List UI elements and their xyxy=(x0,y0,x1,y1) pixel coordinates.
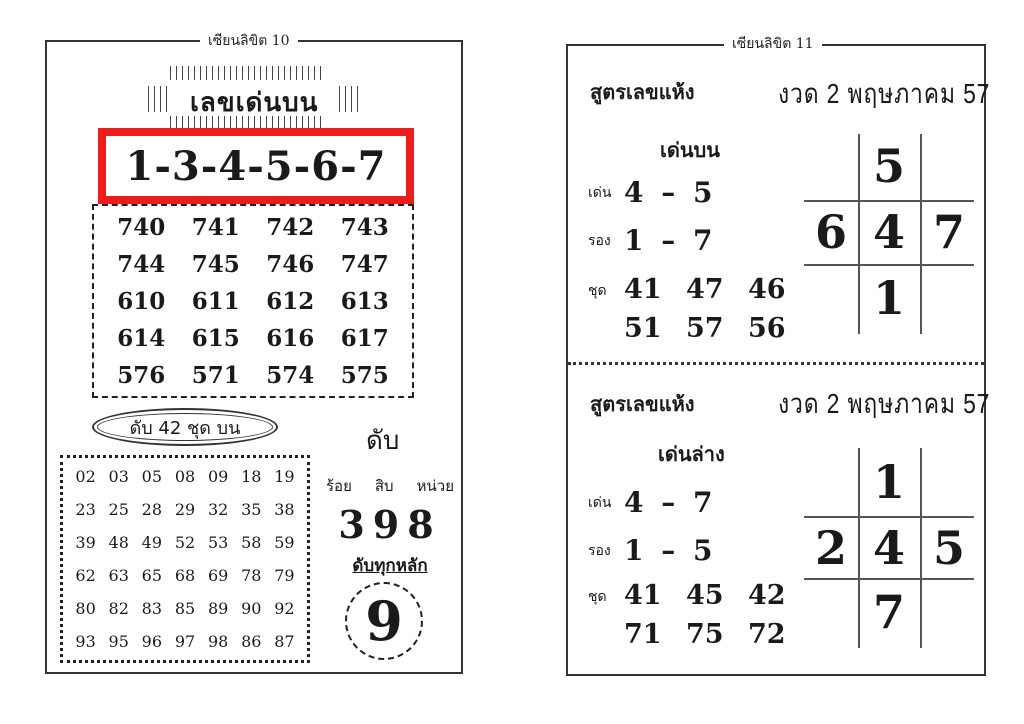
cut-number: 25 xyxy=(108,500,129,519)
cut-number: 79 xyxy=(274,566,295,585)
place-units: หน่วย xyxy=(416,477,454,495)
set-number: 47 xyxy=(686,274,724,305)
cut-number: 18 xyxy=(241,467,262,486)
section-subtitle: เด่นล่าง xyxy=(658,442,725,466)
board-left-digit: 2 xyxy=(814,521,847,575)
set-number: 71 xyxy=(624,619,662,650)
cut-number: 65 xyxy=(141,566,163,585)
dab-heading: ดับ xyxy=(366,426,400,456)
number-cell: 747 xyxy=(340,251,389,278)
cut-number: 08 xyxy=(174,467,196,486)
cut-number: 23 xyxy=(75,500,96,519)
cut-number: 09 xyxy=(207,467,229,486)
place-tens: สิบ xyxy=(374,477,394,495)
number-cell: 576 xyxy=(117,362,166,389)
set-number: 42 xyxy=(748,580,786,611)
cut-number: 48 xyxy=(108,533,129,552)
set-row xyxy=(588,580,810,650)
formula-title: สูตรเลขแห้ง xyxy=(590,392,695,416)
place-hundreds: ร้อย xyxy=(326,477,352,495)
cut-number: 35 xyxy=(241,500,262,519)
number-cell: 615 xyxy=(191,325,240,352)
dab-all-circle xyxy=(345,582,423,660)
set-number: 72 xyxy=(748,619,786,650)
cut-number: 86 xyxy=(241,632,262,651)
cut-number: 90 xyxy=(241,599,262,618)
number-cell: 611 xyxy=(191,288,240,315)
right-page-label: เซียนลิขิต 11 xyxy=(724,33,822,55)
board-center-digit: 4 xyxy=(872,205,905,259)
set-number: 51 xyxy=(624,313,662,344)
cut-number: 87 xyxy=(274,632,295,651)
cut-number: 05 xyxy=(141,467,163,486)
number-cell: 612 xyxy=(266,288,315,315)
cut-number: 68 xyxy=(174,566,196,585)
number-cell: 574 xyxy=(266,362,315,389)
hot-digits: 1-3-4-5-6-7 xyxy=(125,142,387,190)
cut-number: 03 xyxy=(108,467,129,486)
number-cell: 744 xyxy=(117,251,166,278)
cut-number: 85 xyxy=(174,599,196,618)
number-grid-box xyxy=(92,204,414,398)
section-separator xyxy=(568,362,984,365)
cut-number: 82 xyxy=(108,599,129,618)
set-grid xyxy=(624,580,810,650)
cut-number: 92 xyxy=(274,599,295,618)
cut-number: 80 xyxy=(75,599,96,618)
second-label: รอง xyxy=(588,542,611,559)
board-top-digit: 5 xyxy=(872,139,905,193)
second-pair: 1 – 7 xyxy=(624,224,717,257)
number-cell: 614 xyxy=(117,325,166,352)
set-number: 41 xyxy=(624,274,662,305)
cut-label-oval xyxy=(92,408,278,446)
lead-row xyxy=(588,486,716,519)
number-cell: 743 xyxy=(340,214,389,241)
cut-number: 89 xyxy=(207,599,229,618)
cut-number: 38 xyxy=(274,500,295,519)
board-top-digit: 1 xyxy=(872,455,905,509)
set-number: 41 xyxy=(624,580,662,611)
cut-number: 02 xyxy=(75,467,96,486)
cut-number-grid xyxy=(69,464,301,654)
number-cell: 746 xyxy=(266,251,315,278)
number-cell: 571 xyxy=(191,362,240,389)
set-number: 45 xyxy=(686,580,724,611)
draw-date: งวด 2 พฤษภาคม 57 xyxy=(778,78,991,109)
board-center-digit: 4 xyxy=(872,521,905,575)
draw-date: งวด 2 พฤษภาคม 57 xyxy=(778,388,991,419)
cut-number: 52 xyxy=(174,533,196,552)
place-row xyxy=(326,474,454,498)
cut-number: 93 xyxy=(75,632,96,651)
dab-digits: 398 xyxy=(338,502,442,547)
board-bottom-digit: 1 xyxy=(872,271,905,325)
board-right-digit: 5 xyxy=(932,521,965,575)
cut-number-box xyxy=(60,455,310,663)
stripes-top xyxy=(170,66,321,80)
number-cell: 616 xyxy=(266,325,315,352)
lead-pair: 4 – 7 xyxy=(624,486,717,519)
set-number: 56 xyxy=(748,313,786,344)
board-left-digit: 6 xyxy=(814,205,847,259)
stripes-left xyxy=(148,86,167,112)
cut-number: 59 xyxy=(274,533,295,552)
set-number: 57 xyxy=(686,313,724,344)
number-grid xyxy=(104,214,402,389)
dab-all-digit: 9 xyxy=(365,589,403,653)
cut-number: 32 xyxy=(207,500,229,519)
section-subtitle: เด่นบน xyxy=(660,138,720,162)
second-row xyxy=(588,224,716,257)
cut-number: 53 xyxy=(207,533,229,552)
second-label: รอง xyxy=(588,232,611,249)
cut-label: ดับ 42 ชุด บน xyxy=(129,417,241,439)
lead-pair: 4 – 5 xyxy=(624,176,717,209)
second-pair: 1 – 5 xyxy=(624,534,717,567)
set-row xyxy=(588,274,810,344)
tic-board xyxy=(804,448,974,648)
tic-board xyxy=(804,134,974,334)
lead-label: เด่น xyxy=(588,494,612,511)
stripes-right xyxy=(339,86,358,112)
left-page-label: เซียนลิขิต 10 xyxy=(200,30,298,52)
dab-all-label: ดับทุกหลัก xyxy=(352,556,428,576)
title-banner xyxy=(148,66,358,130)
number-cell: 740 xyxy=(117,214,166,241)
number-cell: 610 xyxy=(117,288,166,315)
hot-digits-box xyxy=(98,128,414,204)
number-cell: 742 xyxy=(266,214,315,241)
cut-number: 19 xyxy=(274,467,295,486)
set-label: ชุด xyxy=(588,589,607,605)
cut-number: 58 xyxy=(241,533,262,552)
set-number: 46 xyxy=(748,274,786,305)
set-number: 75 xyxy=(686,619,724,650)
board-right-digit: 7 xyxy=(932,205,965,259)
cut-number: 98 xyxy=(207,632,229,651)
number-cell: 741 xyxy=(191,214,240,241)
cut-number: 28 xyxy=(141,500,163,519)
cut-number: 62 xyxy=(75,566,96,585)
cut-number: 69 xyxy=(207,566,229,585)
cut-number: 49 xyxy=(141,533,163,552)
set-grid xyxy=(624,274,810,344)
number-cell: 617 xyxy=(340,325,389,352)
board-bottom-digit: 7 xyxy=(872,585,905,639)
formula-title: สูตรเลขแห้ง xyxy=(590,80,695,104)
cut-number: 39 xyxy=(75,533,96,552)
number-cell: 745 xyxy=(191,251,240,278)
cut-number: 83 xyxy=(141,599,163,618)
number-cell: 613 xyxy=(340,288,389,315)
lead-label: เด่น xyxy=(588,184,612,201)
number-cell: 575 xyxy=(340,362,389,389)
cut-number: 95 xyxy=(108,632,129,651)
lead-row xyxy=(588,176,716,209)
cut-number: 29 xyxy=(174,500,196,519)
cut-number: 78 xyxy=(241,566,262,585)
set-label: ชุด xyxy=(588,283,607,299)
page-title: เลขเด่นบน xyxy=(190,88,319,118)
second-row xyxy=(588,534,716,567)
cut-number: 96 xyxy=(141,632,163,651)
cut-number: 97 xyxy=(174,632,196,651)
cut-number: 63 xyxy=(108,566,129,585)
